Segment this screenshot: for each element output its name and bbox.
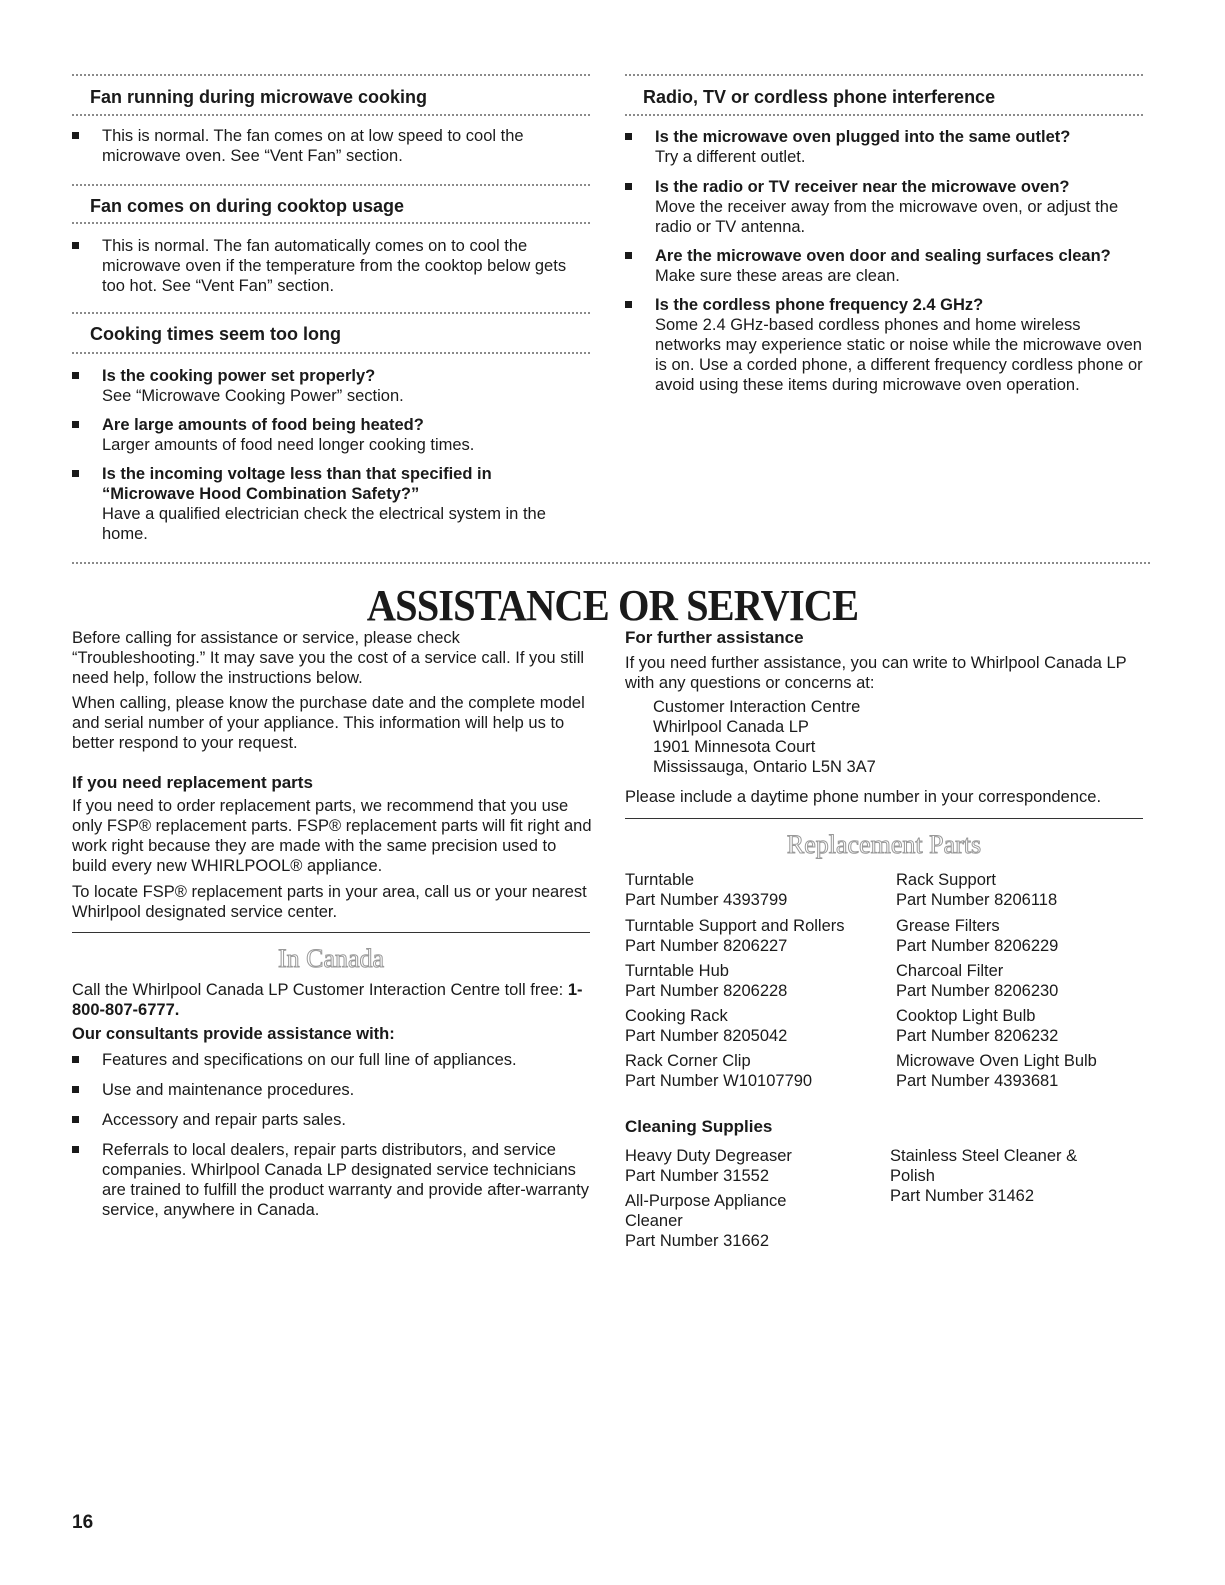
list-item: Features and specifications on our full line of appliances. xyxy=(72,1050,592,1070)
bullet-icon xyxy=(72,1146,79,1153)
section-title: Radio, TV or cordless phone interference xyxy=(643,87,996,107)
address-line: Whirlpool Canada LP xyxy=(653,718,809,736)
part-item: All-Purpose Appliance Cleaner Part Number 31662 xyxy=(625,1192,787,1250)
bullet-icon xyxy=(72,470,79,477)
cleaning-heading: Cleaning Supplies xyxy=(625,1117,773,1136)
replacement-heading: If you need replacement parts xyxy=(72,773,313,792)
divider xyxy=(72,312,590,314)
list-item: Use and maintenance procedures. xyxy=(72,1080,592,1100)
page-title: ASSISTANCE OR SERVICE xyxy=(366,581,859,630)
bullet-icon xyxy=(72,242,79,249)
part-item: Turntable Part Number 4393799 xyxy=(625,871,788,909)
list-item: Are large amounts of food being heated? Larger amounts of food need longer cooking times. xyxy=(72,415,582,455)
list-item: Is the incoming voltage less than that specified in “Microwave Hood Combination Safety?” Have a qualified electrician check the electrical system in the home. xyxy=(72,464,582,544)
list-item: Referrals to local dealers, repair parts distributors, and service companies. Whirlpool Canada LP designated service technicians are trained to fulfill the product warranty and provide after-warranty service, anywhere in Canada. xyxy=(72,1140,592,1220)
list-item: Are the microwave oven door and sealing surfaces clean? Make sure these areas are clean. xyxy=(625,246,1150,286)
part-item: Grease Filters Part Number 8206229 xyxy=(896,917,1059,955)
divider xyxy=(72,184,590,186)
list-item: Accessory and repair parts sales. xyxy=(72,1110,592,1130)
divider xyxy=(72,932,590,933)
part-item: Cooking Rack Part Number 8205042 xyxy=(625,1007,788,1045)
intro-paragraph: Before calling for assistance or service, please check “Troubleshooting.” It may save you the cost of a service call. If you still need help, follow the instructions below. xyxy=(72,629,585,687)
page-number: 16 xyxy=(72,1512,94,1533)
bullet-icon xyxy=(72,1116,79,1123)
section-title: Fan running during microwave cooking xyxy=(90,87,428,107)
part-item: Cooktop Light Bulb Part Number 8206232 xyxy=(896,1007,1059,1045)
address-line: Mississauga, Ontario L5N 3A7 xyxy=(653,758,876,776)
divider xyxy=(72,114,590,116)
further-paragraph: If you need further assistance, you can write to Whirlpool Canada LP with any questions or concerns at: xyxy=(625,654,1127,692)
part-item: Heavy Duty Degreaser Part Number 31552 xyxy=(625,1147,792,1185)
bullet-icon xyxy=(625,301,632,308)
section-title: Fan comes on during cooktop usage xyxy=(90,196,405,216)
replacement-paragraph: If you need to order replacement parts, we recommend that you use only FSP® replacement parts. FSP® replacement parts will fit right and work right because they are made with the same precision used to build every new WHIRLPOOL® appliance. xyxy=(72,797,592,875)
list-item: Is the cooking power set properly? See “Microwave Cooking Power” section. xyxy=(72,366,582,406)
list-item: This is normal. The fan comes on at low speed to cool the microwave oven. See “Vent Fan” section. xyxy=(72,126,572,166)
daytime-note: Please include a daytime phone number in your correspondence. xyxy=(625,788,1102,806)
divider xyxy=(72,222,590,224)
divider xyxy=(625,818,1143,819)
bullet-icon xyxy=(625,133,632,140)
list-item: Is the cordless phone frequency 2.4 GHz? Some 2.4 GHz-based cordless phones and home wireless networks may experience static or noise while the microwave oven is on. Use a corded phone, a different frequency cordless phone or avoid using these items during microwave oven operation. xyxy=(625,295,1150,395)
section-title: Cooking times seem too long xyxy=(90,324,342,344)
list-item: Is the microwave oven plugged into the same outlet? Try a different outlet. xyxy=(625,127,1150,167)
divider xyxy=(72,562,1150,564)
consultants-heading: Our consultants provide assistance with: xyxy=(72,1025,395,1043)
part-item: Turntable Support and Rollers Part Number 8206227 xyxy=(625,917,845,955)
part-item: Stainless Steel Cleaner & Polish Part Number 31462 xyxy=(890,1147,1078,1205)
bullet-icon xyxy=(72,132,79,139)
bullet-icon xyxy=(625,252,632,259)
bullet-icon xyxy=(72,421,79,428)
canada-phone: 1-800-807-6777. xyxy=(72,981,583,1019)
divider xyxy=(625,74,1143,76)
list-item: Is the radio or TV receiver near the microwave oven? Move the receiver away from the microwave oven, or adjust the radio or TV antenna. xyxy=(625,177,1150,237)
part-item: Rack Support Part Number 8206118 xyxy=(896,871,1058,909)
divider xyxy=(72,74,590,76)
address-line: Customer Interaction Centre xyxy=(653,698,861,716)
replacement-paragraph: To locate FSP® replacement parts in your area, call us or your nearest Whirlpool designated service center. xyxy=(72,883,587,921)
further-heading: For further assistance xyxy=(625,628,804,647)
canada-title: In Canada xyxy=(277,944,385,973)
list-item: This is normal. The fan automatically comes on to cool the microwave oven if the temperature from the cooktop below gets too hot. See “Vent Fan” section. xyxy=(72,236,582,296)
part-item: Turntable Hub Part Number 8206228 xyxy=(625,962,788,1000)
bullet-icon xyxy=(72,372,79,379)
part-item: Charcoal Filter Part Number 8206230 xyxy=(896,962,1059,1000)
bullet-icon xyxy=(625,183,632,190)
intro-paragraph: When calling, please know the purchase date and the complete model and serial number of your appliance. This information will help us to better respond to your request. xyxy=(72,694,585,752)
bullet-icon xyxy=(72,1086,79,1093)
divider xyxy=(625,114,1143,116)
parts-title: Replacement Parts xyxy=(786,830,982,859)
bullet-icon xyxy=(72,1056,79,1063)
canada-call-text: Call the Whirlpool Canada LP Customer Interaction Centre toll free: 1-800-807-6777. xyxy=(72,981,583,1019)
part-item: Microwave Oven Light Bulb Part Number 4393681 xyxy=(896,1052,1097,1090)
part-item: Rack Corner Clip Part Number W10107790 xyxy=(625,1052,813,1090)
address-line: 1901 Minnesota Court xyxy=(653,738,816,756)
divider xyxy=(72,352,590,354)
